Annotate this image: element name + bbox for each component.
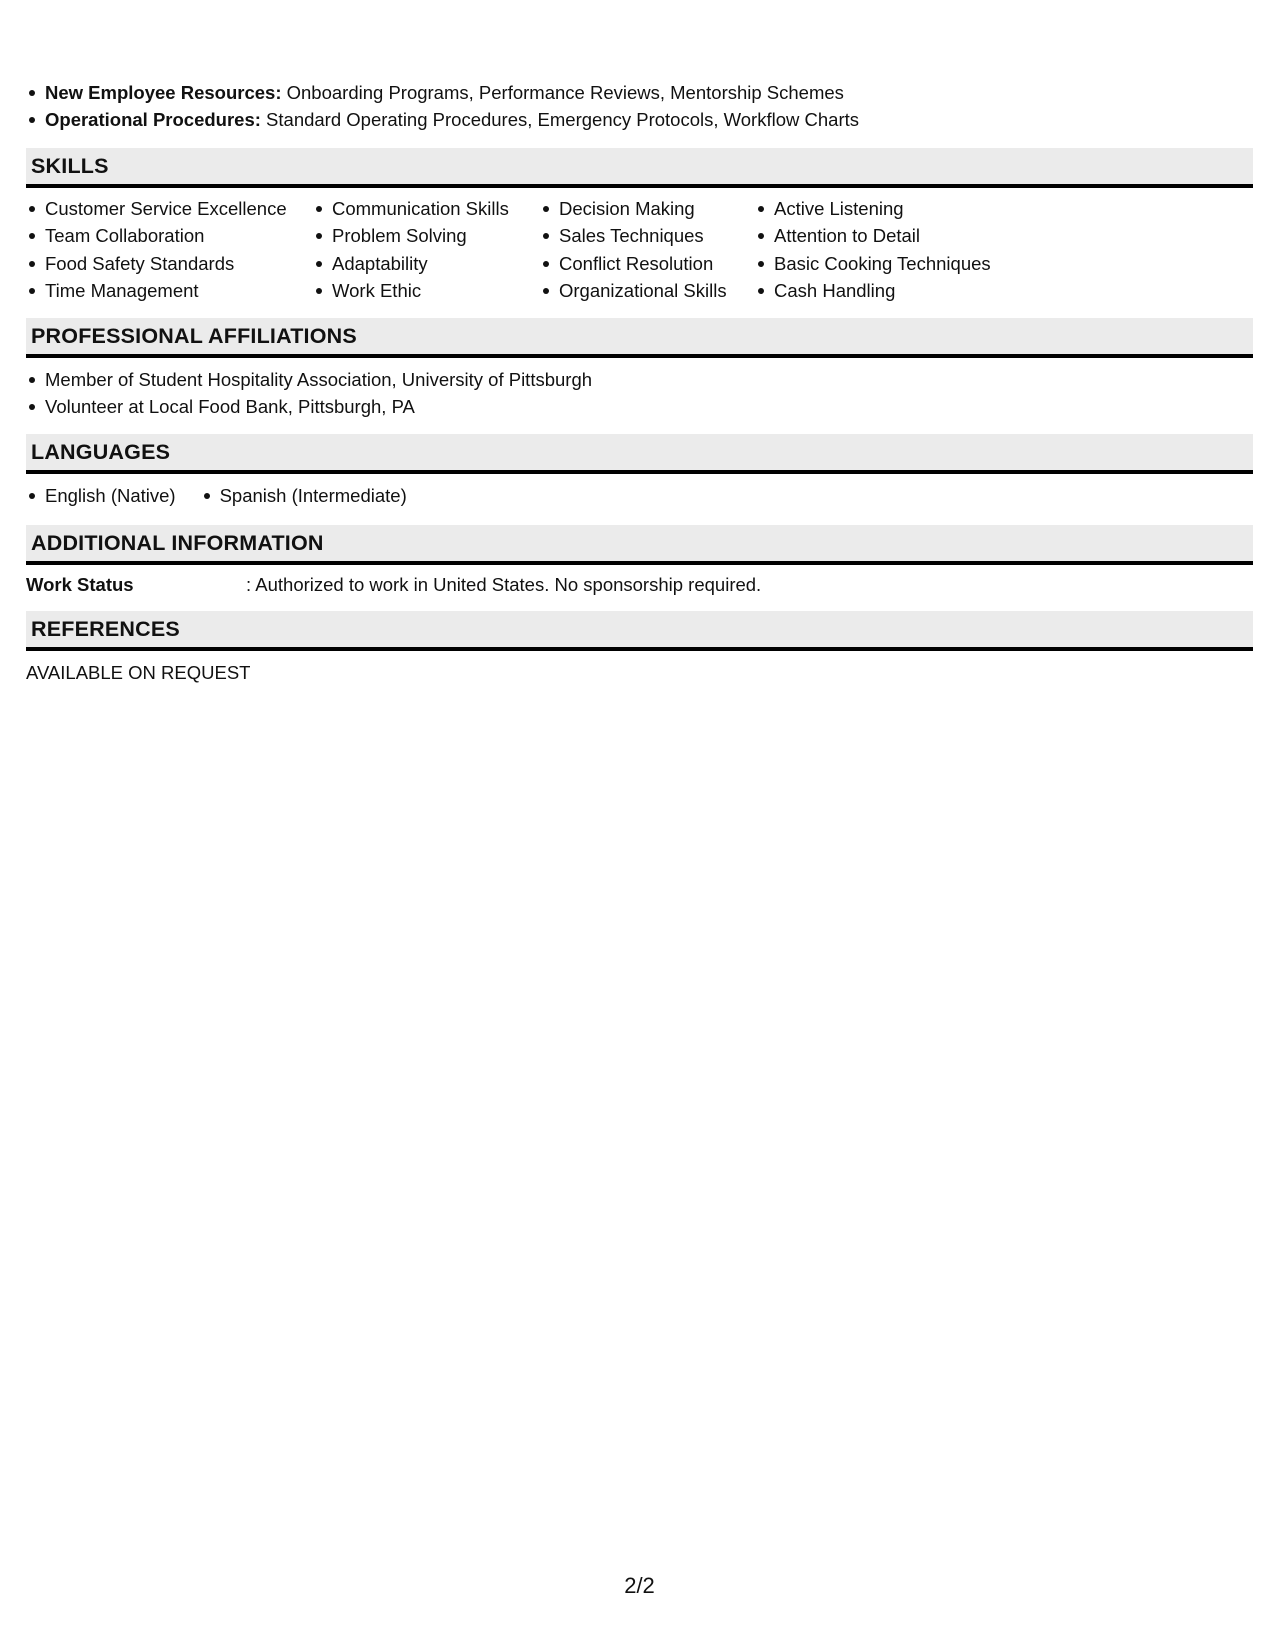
item-label: Operational Procedures:: [45, 109, 261, 130]
skill-item: Cash Handling: [755, 277, 1015, 304]
affiliation-item: Volunteer at Local Food Bank, Pittsburgh, PA: [26, 393, 592, 420]
skills-column: [540, 195, 755, 304]
skill-item: Attention to Detail: [755, 222, 1015, 249]
section-title: REFERENCES: [31, 617, 180, 641]
section-title: SKILLS: [31, 154, 109, 178]
skill-item: Basic Cooking Techniques: [755, 250, 1015, 277]
skill-item: Organizational Skills: [540, 277, 755, 304]
skill-item: Active Listening: [755, 195, 1015, 222]
affiliations-list: [26, 366, 592, 420]
skill-item: Time Management: [26, 277, 313, 304]
skill-item: Conflict Resolution: [540, 250, 755, 277]
work-status-value: : Authorized to work in United States. No sponsorship required.: [246, 574, 762, 595]
skill-item: Decision Making: [540, 195, 755, 222]
references-section-header: [26, 611, 1253, 651]
item-text: Standard Operating Procedures, Emergency Protocols, Workflow Charts: [260, 109, 859, 130]
skill-item: Customer Service Excellence: [26, 195, 313, 222]
page-number: 2/2: [624, 1573, 655, 1598]
section-title: LANGUAGES: [31, 440, 171, 464]
resume-page: [26, 0, 1253, 1650]
skills-column: [755, 195, 1015, 304]
language-item: English (Native): [26, 482, 176, 509]
skill-item: Food Safety Standards: [26, 250, 313, 277]
skills-section-header: [26, 148, 1253, 188]
affiliations-section-header: [26, 318, 1253, 358]
skills-column: [26, 195, 313, 304]
skill-item: Sales Techniques: [540, 222, 755, 249]
languages-section-header: [26, 434, 1253, 474]
skills-column: [313, 195, 540, 304]
section-title: PROFESSIONAL AFFILIATIONS: [31, 324, 357, 348]
language-item: Spanish (Intermediate): [201, 482, 407, 509]
skill-item: Work Ethic: [313, 277, 540, 304]
list-item: [26, 106, 859, 133]
work-status-label: Work Status: [26, 574, 134, 595]
skill-item: Communication Skills: [313, 195, 540, 222]
affiliation-item: Member of Student Hospitality Association, University of Pittsburgh: [26, 366, 592, 393]
item-text: Onboarding Programs, Performance Reviews, Mentorship Schemes: [281, 82, 844, 103]
skill-item: Team Collaboration: [26, 222, 313, 249]
list-item: [26, 79, 859, 106]
languages-list: [26, 482, 432, 509]
item-label: New Employee Resources:: [45, 82, 282, 103]
additional-info-section-header: [26, 525, 1253, 565]
section-title: ADDITIONAL INFORMATION: [31, 531, 324, 555]
skill-item: Adaptability: [313, 250, 540, 277]
references-text: AVAILABLE ON REQUEST: [26, 662, 251, 683]
resource-list: [26, 79, 859, 133]
skills-grid: [26, 195, 1015, 304]
skill-item: Problem Solving: [313, 222, 540, 249]
